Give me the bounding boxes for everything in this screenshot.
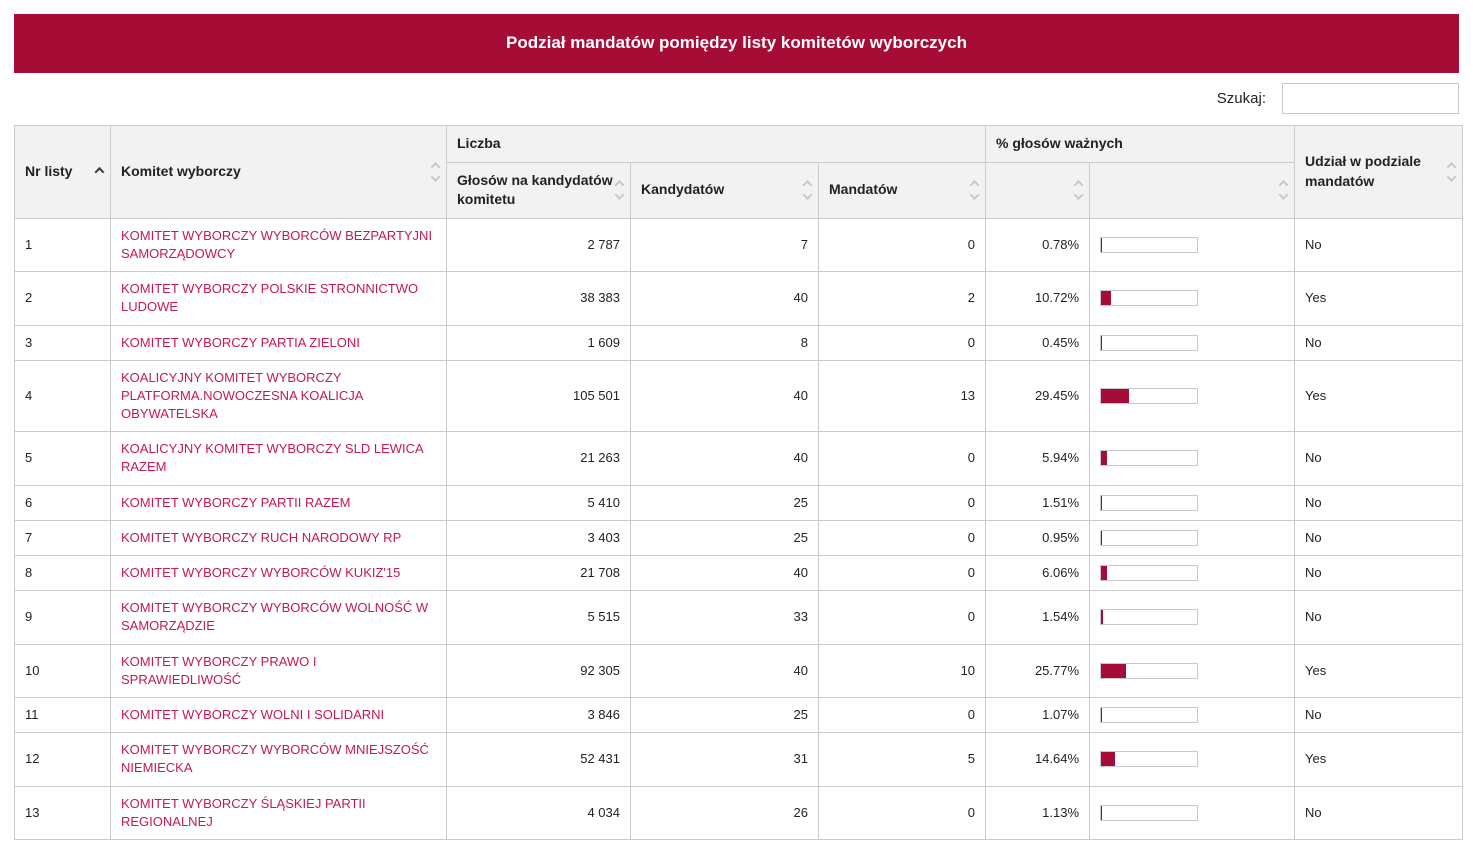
row-nr: 5	[15, 432, 111, 485]
column-header-nr-listy[interactable]	[15, 126, 111, 219]
row-nr: 11	[15, 697, 111, 732]
percent-bar-fill	[1101, 531, 1102, 545]
row-candidates: 40	[631, 360, 819, 432]
row-percent-bar-cell	[1090, 733, 1295, 786]
row-mandates: 0	[819, 218, 986, 271]
table-row	[15, 485, 1463, 520]
column-header-label: Nr listy	[25, 163, 73, 180]
row-share: No	[1295, 786, 1463, 839]
row-votes: 3 846	[447, 697, 631, 732]
column-header-percent-bar[interactable]	[1090, 162, 1295, 218]
table-row	[15, 325, 1463, 360]
percent-bar-fill	[1101, 806, 1102, 820]
row-percent-bar-cell	[1090, 644, 1295, 697]
row-nr: 1	[15, 218, 111, 271]
row-nr: 7	[15, 520, 111, 555]
committee-link[interactable]: KOMITET WYBORCZY WYBORCÓW WOLNOŚĆ W SAMORZĄDZIE	[121, 600, 429, 634]
row-candidates: 31	[631, 733, 819, 786]
row-mandates: 0	[819, 786, 986, 839]
row-candidates: 8	[631, 325, 819, 360]
committee-link[interactable]: KOMITET WYBORCZY PARTIA ZIELONI	[121, 334, 360, 350]
committee-link[interactable]: KOMITET WYBORCZY PARTII RAZEM	[121, 494, 351, 510]
row-percent-bar-cell	[1090, 218, 1295, 271]
row-committee-cell	[111, 556, 447, 591]
row-nr: 10	[15, 644, 111, 697]
sort-icon[interactable]	[616, 182, 623, 199]
row-votes: 21 263	[447, 432, 631, 485]
column-header-glosow[interactable]	[447, 162, 631, 218]
group-header-liczba	[447, 126, 986, 163]
percent-bar-track	[1100, 290, 1198, 306]
percent-bar-track	[1100, 495, 1198, 511]
percent-bar-fill	[1101, 610, 1102, 624]
table-row	[15, 520, 1463, 555]
committee-link[interactable]: KOMITET WYBORCZY WOLNI I SOLIDARNI	[121, 706, 385, 722]
row-percent-bar-cell	[1090, 360, 1295, 432]
row-percent: 1.54%	[986, 591, 1090, 644]
table-row	[15, 697, 1463, 732]
page-title: Podział mandatów pomiędzy listy komitetów wyborczych	[506, 33, 967, 52]
sort-asc-icon[interactable]	[96, 168, 103, 175]
row-candidates: 40	[631, 272, 819, 325]
row-mandates: 0	[819, 556, 986, 591]
percent-bar-fill	[1101, 496, 1102, 510]
search-row	[14, 83, 1459, 114]
row-percent-bar-cell	[1090, 591, 1295, 644]
row-committee-cell	[111, 786, 447, 839]
row-share: No	[1295, 520, 1463, 555]
row-candidates: 40	[631, 432, 819, 485]
row-committee-cell	[111, 432, 447, 485]
row-votes: 2 787	[447, 218, 631, 271]
row-mandates: 13	[819, 360, 986, 432]
row-share: No	[1295, 485, 1463, 520]
row-percent: 5.94%	[986, 432, 1090, 485]
percent-bar-track	[1100, 805, 1198, 821]
row-mandates: 10	[819, 644, 986, 697]
row-share: No	[1295, 556, 1463, 591]
percent-bar-track	[1100, 335, 1198, 351]
row-percent: 1.51%	[986, 485, 1090, 520]
results-table	[14, 125, 1463, 840]
row-candidates: 33	[631, 591, 819, 644]
row-committee-cell	[111, 644, 447, 697]
row-share: No	[1295, 591, 1463, 644]
column-header-kandydatow[interactable]	[631, 162, 819, 218]
row-nr: 4	[15, 360, 111, 432]
row-share: Yes	[1295, 272, 1463, 325]
row-share: Yes	[1295, 733, 1463, 786]
row-percent: 0.78%	[986, 218, 1090, 271]
row-committee-cell	[111, 360, 447, 432]
column-header-komitet[interactable]	[111, 126, 447, 219]
percent-bar-fill	[1101, 566, 1107, 580]
row-mandates: 0	[819, 485, 986, 520]
percent-bar-fill	[1101, 336, 1102, 350]
row-percent-bar-cell	[1090, 272, 1295, 325]
row-votes: 5 410	[447, 485, 631, 520]
row-votes: 3 403	[447, 520, 631, 555]
row-nr: 8	[15, 556, 111, 591]
row-share: Yes	[1295, 360, 1463, 432]
row-percent: 1.07%	[986, 697, 1090, 732]
row-votes: 1 609	[447, 325, 631, 360]
table-row	[15, 733, 1463, 786]
row-votes: 4 034	[447, 786, 631, 839]
percent-bar-track	[1100, 663, 1198, 679]
row-committee-cell	[111, 733, 447, 786]
row-percent-bar-cell	[1090, 556, 1295, 591]
row-committee-cell	[111, 325, 447, 360]
row-percent-bar-cell	[1090, 325, 1295, 360]
percent-bar-track	[1100, 609, 1198, 625]
row-percent-bar-cell	[1090, 485, 1295, 520]
row-nr: 12	[15, 733, 111, 786]
table-row	[15, 644, 1463, 697]
column-header-label: Mandatów	[829, 181, 898, 198]
committee-link[interactable]: KOMITET WYBORCZY WYBORCÓW MNIEJSZOŚĆ NIEMIECKA	[121, 742, 429, 776]
group-header-percent	[986, 126, 1295, 163]
row-votes: 105 501	[447, 360, 631, 432]
page-title-bar	[14, 14, 1459, 73]
search-label: Szukaj:	[1216, 90, 1266, 107]
sort-icon[interactable]	[971, 182, 978, 199]
row-votes: 21 708	[447, 556, 631, 591]
row-mandates: 0	[819, 520, 986, 555]
percent-bar-track	[1100, 388, 1198, 404]
percent-bar-fill	[1101, 451, 1107, 465]
row-share: No	[1295, 218, 1463, 271]
row-votes: 5 515	[447, 591, 631, 644]
row-mandates: 0	[819, 432, 986, 485]
group-header-label: Liczba	[457, 135, 501, 151]
row-percent: 25.77%	[986, 644, 1090, 697]
row-candidates: 25	[631, 697, 819, 732]
row-votes: 92 305	[447, 644, 631, 697]
table-row	[15, 218, 1463, 271]
row-percent: 0.95%	[986, 520, 1090, 555]
committee-link[interactable]: KOMITET WYBORCZY WYBORCÓW KUKIZ'15	[121, 565, 401, 581]
sort-icon[interactable]	[804, 182, 811, 199]
row-share: No	[1295, 432, 1463, 485]
row-percent-bar-cell	[1090, 432, 1295, 485]
table-row	[15, 432, 1463, 485]
search-input[interactable]	[1282, 83, 1459, 114]
percent-bar-track	[1100, 237, 1198, 253]
column-header-mandatow[interactable]	[819, 162, 986, 218]
percent-bar-track	[1100, 450, 1198, 466]
table-row	[15, 556, 1463, 591]
row-percent: 6.06%	[986, 556, 1090, 591]
row-mandates: 0	[819, 591, 986, 644]
group-header-label: % głosów ważnych	[996, 135, 1123, 151]
table-row	[15, 786, 1463, 839]
row-percent: 14.64%	[986, 733, 1090, 786]
table-row	[15, 591, 1463, 644]
row-committee-cell	[111, 272, 447, 325]
row-nr: 6	[15, 485, 111, 520]
row-nr: 9	[15, 591, 111, 644]
row-percent-bar-cell	[1090, 786, 1295, 839]
row-candidates: 7	[631, 218, 819, 271]
row-candidates: 25	[631, 520, 819, 555]
percent-bar-fill	[1101, 664, 1126, 678]
sort-icon[interactable]	[1075, 182, 1082, 199]
percent-bar-track	[1100, 707, 1198, 723]
column-header-percent-value[interactable]	[986, 162, 1090, 218]
row-committee-cell	[111, 218, 447, 271]
row-share: No	[1295, 325, 1463, 360]
table-header	[15, 126, 1463, 219]
table-body	[15, 218, 1463, 839]
table-row	[15, 360, 1463, 432]
row-committee-cell	[111, 520, 447, 555]
percent-bar-fill	[1101, 708, 1102, 722]
row-mandates: 5	[819, 733, 986, 786]
row-committee-cell	[111, 697, 447, 732]
percent-bar-fill	[1101, 238, 1102, 252]
committee-link[interactable]: KOALICYJNY KOMITET WYBORCZY SLD LEWICA RAZEM	[121, 441, 423, 475]
row-committee-cell	[111, 485, 447, 520]
row-nr: 3	[15, 325, 111, 360]
percent-bar-fill	[1101, 389, 1129, 403]
row-mandates: 2	[819, 272, 986, 325]
row-candidates: 40	[631, 556, 819, 591]
column-header-udzial[interactable]	[1295, 126, 1463, 219]
row-committee-cell	[111, 591, 447, 644]
row-percent-bar-cell	[1090, 520, 1295, 555]
table-row	[15, 272, 1463, 325]
row-share: No	[1295, 697, 1463, 732]
row-percent: 1.13%	[986, 786, 1090, 839]
committee-link[interactable]: KOMITET WYBORCZY PRAWO I SPRAWIEDLIWOŚĆ	[121, 653, 317, 687]
sort-icon[interactable]	[1448, 163, 1455, 180]
percent-bar-fill	[1101, 752, 1115, 766]
row-percent: 0.45%	[986, 325, 1090, 360]
column-header-label: Komitet wyborczy	[121, 163, 241, 180]
row-percent: 29.45%	[986, 360, 1090, 432]
percent-bar-track	[1100, 751, 1198, 767]
row-percent: 10.72%	[986, 272, 1090, 325]
column-header-label: Głosów na kandydatów komitetu	[457, 171, 613, 208]
row-votes: 38 383	[447, 272, 631, 325]
percent-bar-track	[1100, 565, 1198, 581]
row-mandates: 0	[819, 697, 986, 732]
percent-bar-fill	[1101, 291, 1111, 305]
row-nr: 13	[15, 786, 111, 839]
sort-icon[interactable]	[1280, 182, 1287, 199]
committee-link[interactable]: KOMITET WYBORCZY POLSKIE STRONNICTWO LUDOWE	[121, 281, 419, 315]
percent-bar-track	[1100, 530, 1198, 546]
row-candidates: 26	[631, 786, 819, 839]
row-votes: 52 431	[447, 733, 631, 786]
row-percent-bar-cell	[1090, 697, 1295, 732]
row-mandates: 0	[819, 325, 986, 360]
committee-link[interactable]: KOMITET WYBORCZY RUCH NARODOWY RP	[121, 529, 402, 545]
row-candidates: 40	[631, 644, 819, 697]
committee-link[interactable]: KOALICYJNY KOMITET WYBORCZY PLATFORMA.NOWOCZESNA KOALICJA OBYWATELSKA	[121, 369, 363, 422]
row-share: Yes	[1295, 644, 1463, 697]
row-nr: 2	[15, 272, 111, 325]
committee-link[interactable]: KOMITET WYBORCZY WYBORCÓW BEZPARTYJNI SAMORZĄDOWCY	[121, 227, 433, 261]
column-header-label: Kandydatów	[641, 181, 725, 198]
column-header-label: Udział w podziale mandatów	[1305, 153, 1421, 189]
sort-icon[interactable]	[432, 163, 439, 180]
row-candidates: 25	[631, 485, 819, 520]
committee-link[interactable]: KOMITET WYBORCZY ŚLĄSKIEJ PARTII REGIONALNEJ	[121, 795, 366, 829]
